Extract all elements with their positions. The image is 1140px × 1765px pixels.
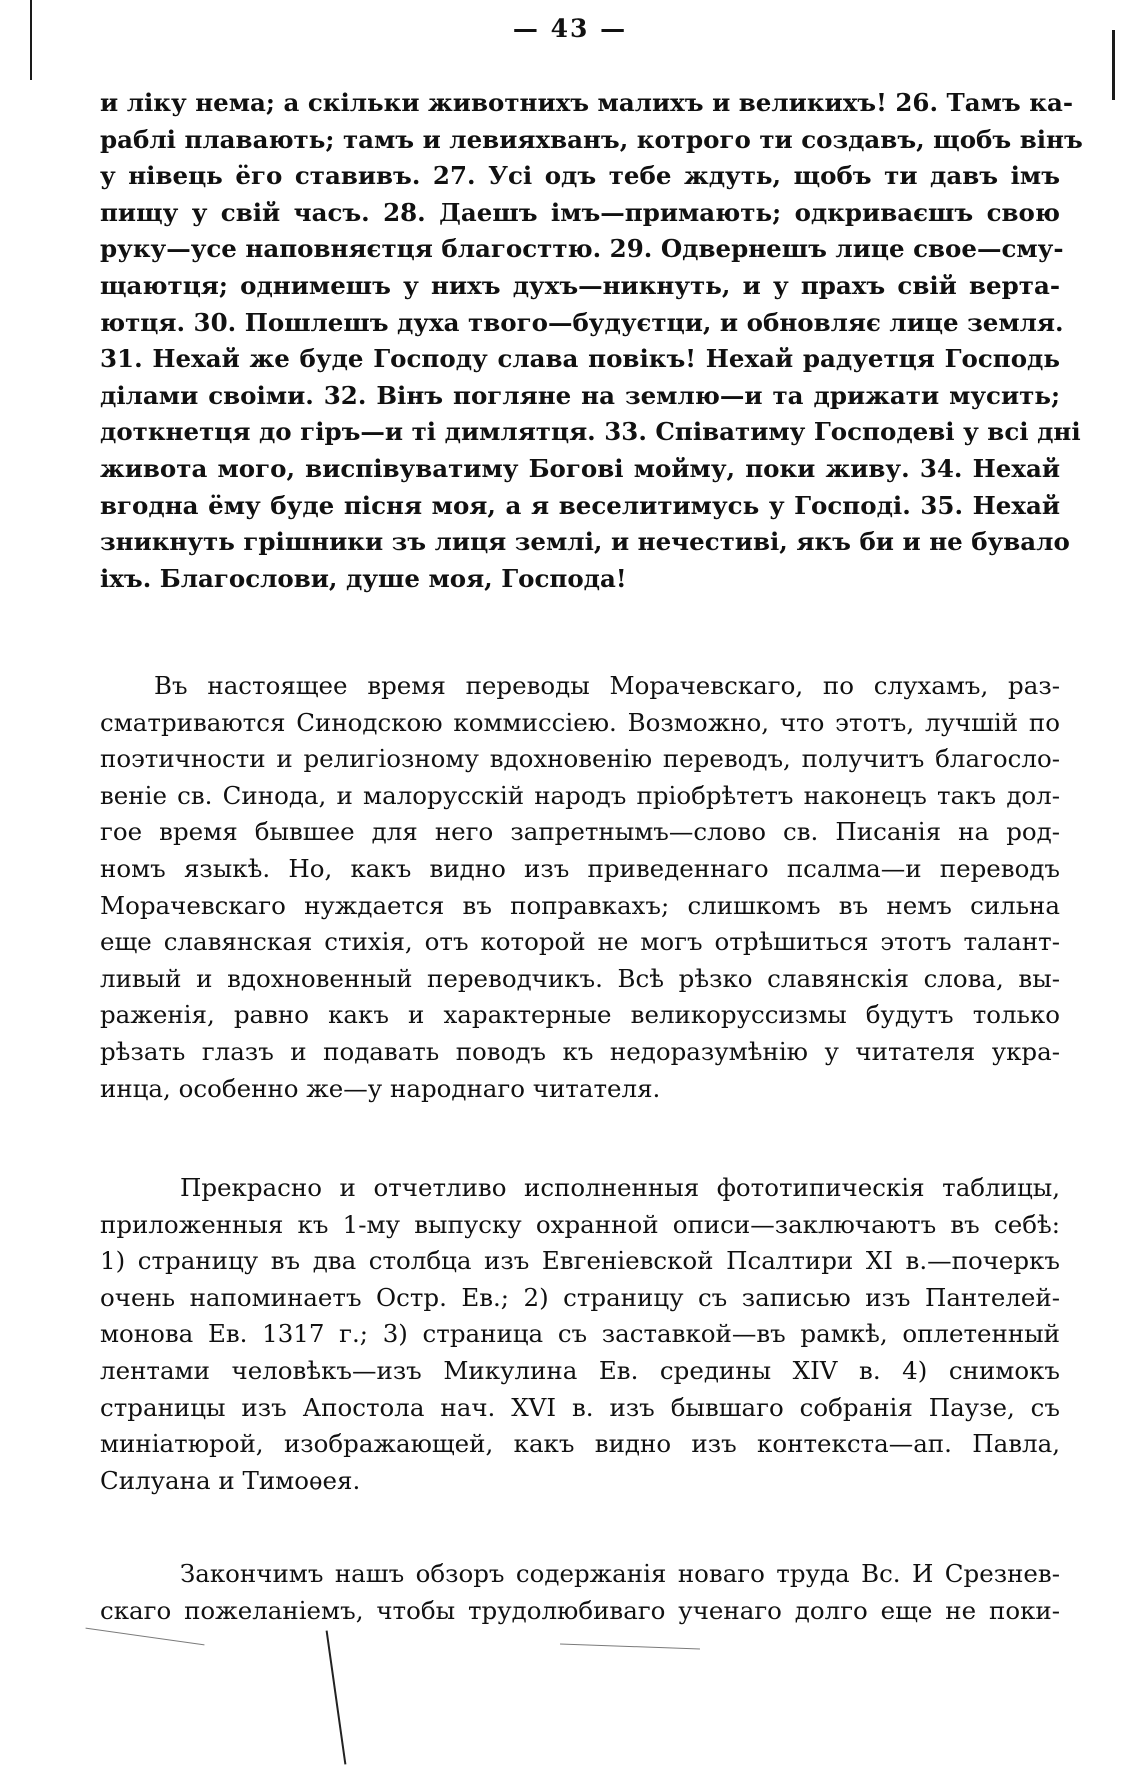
faint-stroke-mark	[86, 1628, 205, 1646]
text-line: очень напоминаетъ Остр. Ев.; 2) страницу съ записью изъ Пантелей-	[100, 1282, 1060, 1312]
text-line: доткнетця до гіръ—и ті димлятця. 33. Співатиму Господеві у всі дні	[100, 417, 1081, 447]
text-line: веніе св. Синода, и малорусскій народъ пріобрѣтетъ наконецъ такъ дол-	[100, 780, 1060, 810]
paragraph-phototype-tables	[100, 1170, 1060, 1499]
text-line: 1) страницу въ два столбца изъ Евгеніевской Псалтири XI в.—почеркъ	[100, 1246, 1060, 1276]
text-line: номъ языкѣ. Но, какъ видно изъ приведеннаго псалма—и переводъ	[100, 853, 1060, 883]
text-line: у нівець ёго ставивъ. 27. Усі одъ тебе ждуть, щобъ ти давъ імъ	[100, 161, 1060, 191]
text-line: 31. Нехай же буде Господу слава повікъ! Нехай радуетця Господь	[100, 344, 1060, 374]
text-line: ділами своіми. 32. Вінъ погляне на землю—и та дрижати мусить;	[100, 380, 1060, 410]
text-line: раблі плавають; тамъ и левияхванъ, котрого ти создавъ, щобъ вінъ	[100, 124, 1083, 154]
text-line: еще славянская стихія, отъ которой не могъ отрѣшиться этотъ талант-	[100, 927, 1060, 957]
text-line: іхъ. Благослови, душе моя, Господа!	[100, 563, 627, 593]
text-line: раженія, равно какъ и характерные великоруссизмы будутъ только	[100, 1000, 1060, 1030]
text-line: и ліку нема; а скільки животнихъ малихъ и великихъ! 26. Тамъ ка-	[100, 88, 1073, 117]
text-line: поэтичности и религіозному вдохновенію переводъ, получитъ благосло-	[100, 744, 1060, 774]
text-line: щаютця; однимешъ у нихъ духъ—никнуть, и у прахъ свій верта-	[100, 270, 1060, 300]
text-line: пищу у свій часъ. 28. Даешъ імъ—примають; одкриваєшъ свою	[100, 197, 1060, 227]
text-line: Силуана и Тимоѳея.	[100, 1465, 361, 1495]
page-number: — 43 —	[512, 14, 628, 43]
text-line: лентами человѣкъ—изъ Микулина Ев. средины XIV в. 4) снимокъ	[100, 1355, 1060, 1385]
text-line: приложенныя къ 1-му выпуску охранной описи—заключаютъ въ себѣ:	[100, 1209, 1060, 1239]
pen-stroke-mark	[326, 1631, 347, 1765]
paragraph-translations	[100, 668, 1060, 1107]
text-line: Закончимъ нашъ обзоръ содержанія новаго труда Вс. И Срезнев-	[180, 1559, 1060, 1588]
text-line: вгодна ёму буде пісня моя, а я веселитимусь у Господі. 35. Нехай	[100, 490, 1060, 520]
text-line: страницы изъ Апостола нач. XVI в. изъ бывшаго собранія Паузе, съ	[100, 1392, 1060, 1422]
text-line: монова Ев. 1317 г.; 3) страница съ заставкой—въ рамкѣ, оплетенный	[100, 1319, 1060, 1349]
text-line: миніатюрой, изображающей, какъ видно изъ контекста—ап. Павла,	[100, 1429, 1060, 1459]
text-line: сматриваются Синодскою коммиссіею. Возможно, что этотъ, лучшій по	[100, 707, 1060, 737]
text-line: гое время бывшее для него запретнымъ—слово св. Писанія на род-	[100, 817, 1060, 847]
text-line: Въ настоящее время переводы Морачевскаго, по слухамъ, раз-	[154, 671, 1060, 700]
text-line: ливый и вдохновенный переводчикъ. Всѣ рѣзко славянскія слова, вы-	[100, 963, 1060, 993]
faint-stroke-mark	[560, 1644, 700, 1650]
psalm-text	[100, 85, 1083, 597]
paragraph-conclusion	[100, 1556, 1060, 1629]
text-line: живота мого, виспівуватиму Богові мойму, поки живу. 34. Нехай	[100, 453, 1060, 483]
text-line: рѣзать глазъ и подавать поводъ къ недоразумѣнію у читателя укра-	[100, 1036, 1060, 1066]
text-line: инца, особенно же—у народнаго читателя.	[100, 1073, 661, 1103]
text-line: Прекрасно и отчетливо исполненныя фототипическія таблицы,	[180, 1173, 1060, 1202]
text-line: Морачевскаго нуждается въ поправкахъ; слишкомъ въ немъ сильна	[100, 890, 1060, 920]
text-line: зникнуть грішники зъ лиця землі, и нечестиві, якъ би и не бувало	[100, 527, 1070, 557]
text-line: руку—усе наповняєтця благосттю. 29. Одвернешъ лице свое—сму-	[100, 234, 1064, 264]
text-line: ютця. 30. Пошлешъ духа твого—будуєтци, и обновляє лице земля.	[100, 307, 1064, 337]
text-line: скаго пожеланіемъ, чтобы трудолюбиваго ученаго долго еще не поки-	[100, 1595, 1060, 1625]
